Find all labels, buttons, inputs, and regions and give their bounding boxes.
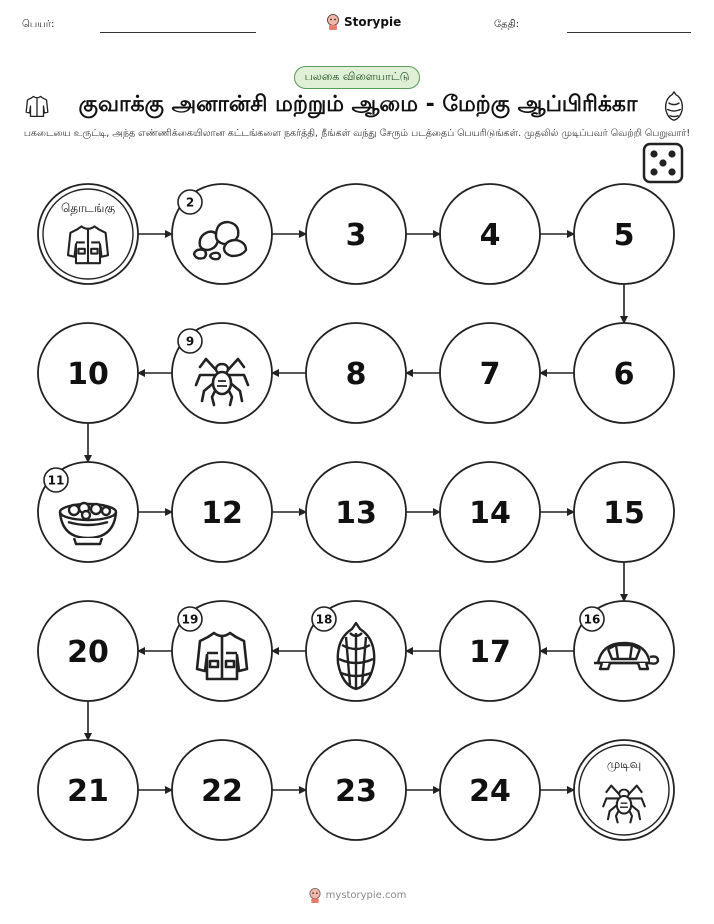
board-space-8[interactable] <box>306 323 406 423</box>
space-number: 12 <box>201 496 243 531</box>
space-number: 17 <box>469 635 511 670</box>
footer <box>308 888 407 903</box>
board-space-13[interactable] <box>306 462 406 562</box>
space-number: 5 <box>613 218 635 253</box>
storypie-mascot-icon <box>308 888 322 903</box>
space-number: 24 <box>469 774 511 809</box>
space-number: 6 <box>613 357 635 392</box>
space-number: 7 <box>479 357 501 392</box>
space-number: 3 <box>345 218 367 253</box>
board-space-22[interactable] <box>172 740 272 840</box>
board-space-21[interactable] <box>38 740 138 840</box>
board-space-16[interactable] <box>574 601 674 701</box>
brand-name: Storypie <box>344 15 402 29</box>
space-number: 2 <box>185 195 195 210</box>
space-number: 23 <box>335 774 377 809</box>
space-number: 21 <box>67 774 109 809</box>
board-space-11[interactable] <box>38 462 138 562</box>
board-space-19[interactable] <box>172 601 272 701</box>
board-space-9[interactable] <box>172 323 272 423</box>
start-label: தொடங்கு <box>60 201 116 215</box>
space-number: 9 <box>185 334 195 349</box>
space-number: 16 <box>583 612 601 627</box>
jacket-icon <box>68 226 108 263</box>
name-label: பெயர்: <box>22 19 55 30</box>
board-space-15[interactable] <box>574 462 674 562</box>
space-number: 8 <box>345 357 367 392</box>
space-number: 20 <box>67 635 109 670</box>
date-label: தேதி: <box>494 19 520 30</box>
space-number: 11 <box>47 473 65 488</box>
board-space-10[interactable] <box>38 323 138 423</box>
board-space-2[interactable] <box>172 184 272 284</box>
board-space-25[interactable] <box>574 740 674 840</box>
jacket-icon <box>197 633 247 679</box>
space-number: 10 <box>67 357 109 392</box>
board-space-18[interactable] <box>306 601 406 701</box>
space-number: 18 <box>315 612 333 627</box>
page-title: குவாக்கு அனான்சி மற்றும் ஆமை - மேற்கு ஆப்பிரிக்கா <box>78 92 638 117</box>
board-space-7[interactable] <box>440 323 540 423</box>
board-space-17[interactable] <box>440 601 540 701</box>
space-number: 22 <box>201 774 243 809</box>
space-number: 13 <box>335 496 377 531</box>
space-number: 19 <box>181 612 199 627</box>
board-space-6[interactable] <box>574 323 674 423</box>
game-type-badge: பலகை விளையாட்டு <box>294 66 421 89</box>
space-number: 14 <box>469 496 511 531</box>
footer-url: mystorypie.com <box>325 890 407 901</box>
board-space-14[interactable] <box>440 462 540 562</box>
board-space-20[interactable] <box>38 601 138 701</box>
space-number: 15 <box>603 496 645 531</box>
board-space-12[interactable] <box>172 462 272 562</box>
end-label: முடிவு <box>606 757 642 771</box>
board-space-4[interactable] <box>440 184 540 284</box>
space-number: 4 <box>479 218 501 253</box>
board-space-24[interactable] <box>440 740 540 840</box>
board-space-1[interactable] <box>38 184 138 284</box>
board-space-3[interactable] <box>306 184 406 284</box>
board-space-23[interactable] <box>306 740 406 840</box>
instructions-text: பகடையை உருட்டி, அந்த எண்ணிக்கையிலான கட்டங்களை நகர்த்தி, நீங்கள் வந்து சேரும் படத்தைப் பெயரிடுங்கள். முதலில் முடிப்பவர் வெற்றி பெறுவார்! <box>23 128 691 139</box>
board-space-5[interactable] <box>574 184 674 284</box>
